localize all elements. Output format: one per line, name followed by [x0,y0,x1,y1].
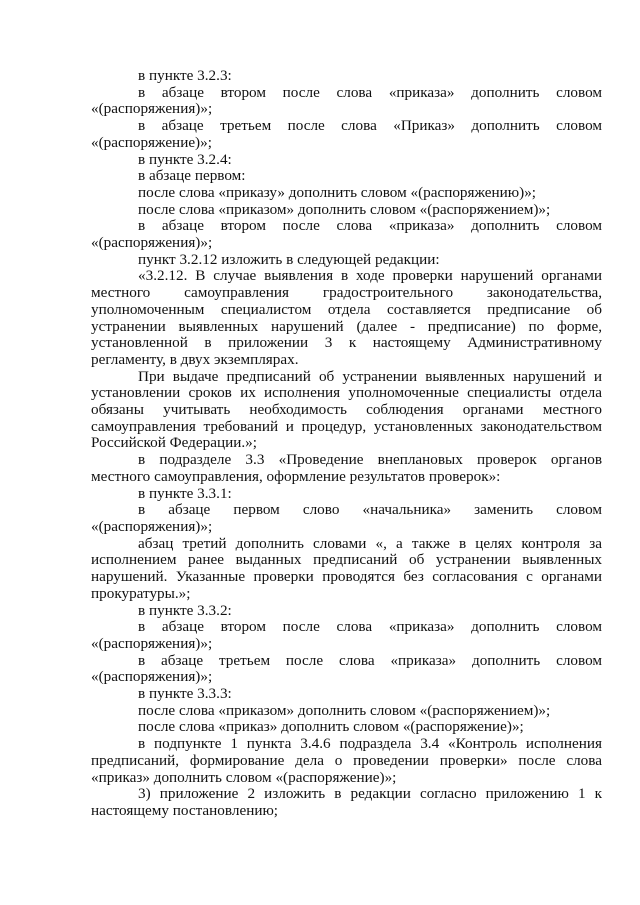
paragraph: 3) приложение 2 изложить в редакции согласно приложению 1 к настоящему постановлению; [91,785,602,819]
paragraph: в абзаце третьем после слова «Приказ» дополнить словом «(распоряжение)»; [91,117,602,151]
paragraph: При выдаче предписаний об устранении выявленных нарушений и установлении сроков их исполнения уполномоченные специалисты отдела обязаны учитывать необходимость соблюдения органами местного самоуправления требований и процедур, установленных законодательством Российской Федерации.»; [91,367,602,452]
paragraph: в абзаце первом: [138,167,246,185]
paragraph: в абзаце третьем после слова «приказа» дополнить словом «(распоряжения)»; [91,651,602,686]
paragraph: после слова «приказом» дополнить словом «(распоряжением)»; [138,701,551,719]
paragraph: в пункте 3.3.1: [138,484,232,502]
paragraph: в абзаце первом слово «начальника» заменить словом «(распоряжения)»; [91,501,602,535]
paragraph: в пункте 3.3.2: [138,601,232,619]
paragraph: в абзаце втором после слова «приказа» дополнить словом «(распоряжения)»; [91,83,602,118]
paragraph: абзац третий дополнить словами «, а также в целях контроля за исполнением ранее выданных предписаний об устранении выявленных нарушений. Указанные проверки проводятся без согласования с органами прокуратуры.»; [91,534,602,602]
paragraph: после слова «приказом» дополнить словом «(распоряжением)»; [138,200,551,218]
paragraph: «3.2.12. В случае выявления в ходе проверки нарушений органами местного самоуправления градостроительного законодательства, уполномоченным специалистом отдела составляется предписание об устранении выявленных нарушений (далее - предписание) по форме, установленной в приложении 3 к настоящему Административному регламенту, в двух экземплярах. [91,267,602,368]
paragraph: в подразделе 3.3 «Проведение внеплановых проверок органов местного самоуправления, оформление результатов проверок»: [91,451,602,485]
paragraph: в подпункте 1 пункта 3.4.6 подраздела 3.4 «Контроль исполнения предписаний, формирование дела о проведении проверки» после слова «приказ» дополнить словом «(распоряжение)»; [91,735,602,786]
paragraph: в пункте 3.2.3: [138,67,232,84]
paragraph: после слова «приказ» дополнить словом «(распоряжение)»; [138,718,524,736]
paragraph: в пункте 3.2.4: [138,150,232,168]
paragraph: в пункте 3.3.3: [138,685,232,703]
paragraph: пункт 3.2.12 изложить в следующей редакции: [138,250,440,268]
paragraph: после слова «приказу» дополнить словом «(распоряжению)»; [138,183,537,201]
paragraph: в абзаце втором после слова «приказа» дополнить словом «(распоряжения)»; [91,217,602,252]
paragraph: в абзаце втором после слова «приказа» дополнить словом «(распоряжения)»; [91,618,602,652]
